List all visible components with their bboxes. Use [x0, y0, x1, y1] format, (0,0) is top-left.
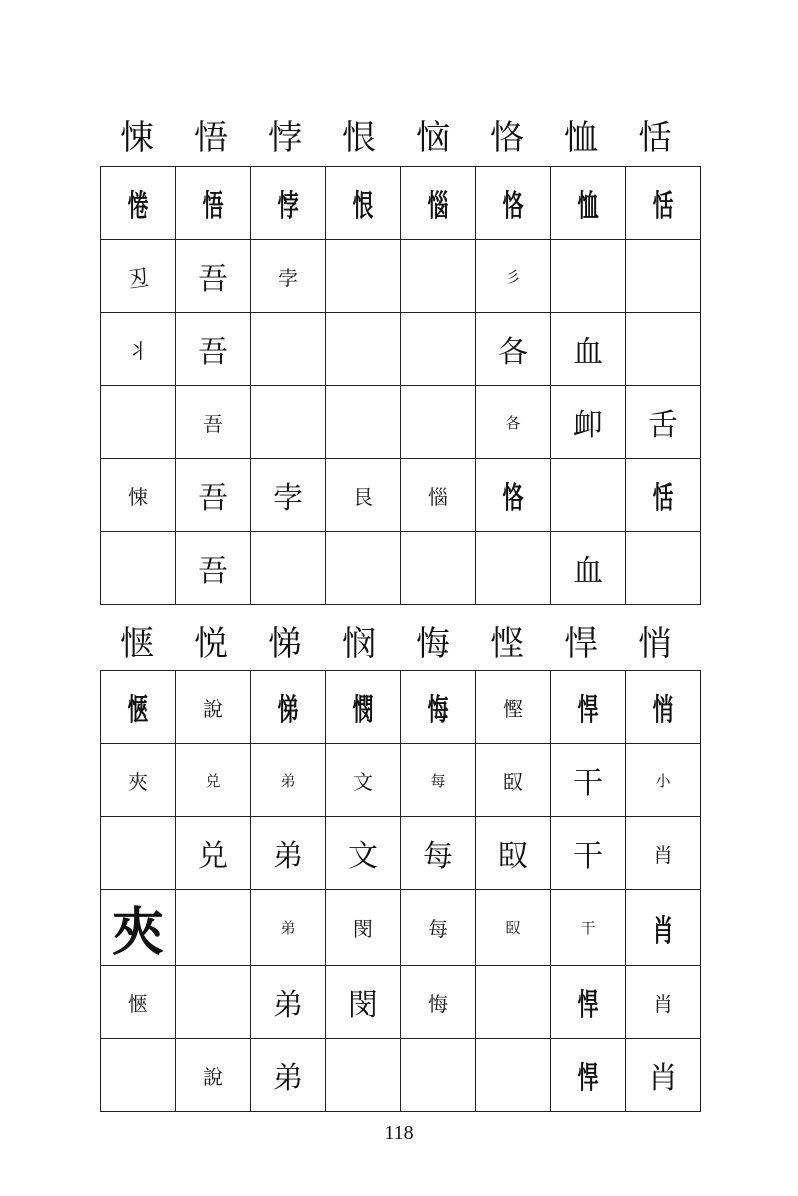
ancient-glyph: 悟	[202, 189, 224, 224]
column-header: 恪	[490, 118, 524, 158]
ancient-glyph: 肖	[652, 913, 674, 949]
ancient-glyph: 舌	[648, 408, 678, 443]
glyph-cell	[176, 240, 251, 313]
glyph-cell	[401, 744, 476, 817]
ancient-glyph: 憫	[352, 693, 374, 728]
column-header: 悭	[490, 624, 524, 664]
column-header: 悦	[194, 624, 228, 664]
glyph-cell	[251, 386, 326, 459]
glyph-cell	[101, 240, 176, 313]
ancient-glyph: 吾	[198, 335, 228, 370]
glyph-cell	[176, 532, 251, 605]
ancient-glyph: 彡	[505, 267, 521, 286]
glyph-cell	[476, 1039, 551, 1112]
glyph-cell	[326, 240, 401, 313]
ancient-glyph: 丒	[126, 262, 151, 293]
glyph-cell	[476, 744, 551, 817]
glyph-cell	[476, 240, 551, 313]
column-headers-top	[100, 118, 692, 158]
glyph-cell	[401, 167, 476, 240]
ancient-glyph: 吾	[198, 554, 228, 589]
ancient-glyph: 丬	[128, 338, 148, 363]
table-row	[101, 671, 701, 744]
glyph-cell	[326, 459, 401, 532]
glyph-cell	[401, 671, 476, 744]
ancient-glyph: 恬	[652, 189, 674, 224]
glyph-cell	[101, 167, 176, 240]
glyph-cell	[626, 386, 701, 459]
glyph-cell	[176, 1039, 251, 1112]
glyph-cell	[551, 532, 626, 605]
glyph-cell	[326, 532, 401, 605]
glyph-cell	[401, 532, 476, 605]
glyph-cell	[551, 1039, 626, 1112]
glyph-cell	[401, 1039, 476, 1112]
ancient-glyph: 悔	[427, 693, 449, 728]
ancient-glyph: 悍	[577, 693, 599, 728]
glyph-cell	[101, 532, 176, 605]
ancient-glyph: 文	[348, 839, 378, 874]
glyph-cell	[551, 671, 626, 744]
glyph-cell	[626, 167, 701, 240]
ancient-glyph: 孛	[273, 481, 303, 516]
table-row	[101, 240, 701, 313]
glyph-cell	[326, 167, 401, 240]
glyph-cell	[626, 744, 701, 817]
ancient-glyph: 悄	[652, 693, 674, 728]
glyph-cell	[401, 890, 476, 966]
ancient-glyph: 吾	[198, 262, 228, 297]
ancient-glyph: 惱	[427, 189, 449, 224]
glyph-cell	[176, 966, 251, 1039]
column-header: 恬	[638, 118, 672, 158]
table-row	[101, 532, 701, 605]
ancient-glyph: 恪	[502, 189, 524, 224]
glyph-cell	[476, 532, 551, 605]
glyph-cell	[626, 532, 701, 605]
ancient-glyph: 說	[203, 696, 223, 721]
glyph-cell	[401, 966, 476, 1039]
ancient-glyph: 肖	[653, 991, 673, 1016]
glyph-cell	[101, 966, 176, 1039]
glyph-cell	[176, 890, 251, 966]
glyph-cell	[251, 671, 326, 744]
ancient-glyph: 卹	[573, 408, 603, 443]
ancient-glyph: 弟	[273, 839, 303, 874]
table-row	[101, 817, 701, 890]
glyph-cell	[101, 1039, 176, 1112]
glyph-cell	[551, 459, 626, 532]
ancient-glyph: 夾	[111, 902, 164, 963]
glyph-cell	[551, 240, 626, 313]
ancient-glyph: 恪	[502, 481, 524, 516]
glyph-cell	[476, 313, 551, 386]
ancient-glyph: 兑	[205, 771, 221, 790]
glyph-cell	[251, 459, 326, 532]
glyph-cell	[401, 817, 476, 890]
ancient-glyph: 臤	[505, 919, 521, 937]
ancient-glyph: 臤	[498, 839, 528, 874]
glyph-cell	[626, 817, 701, 890]
table-row	[101, 966, 701, 1039]
glyph-cell	[626, 313, 701, 386]
glyph-cell	[626, 459, 701, 532]
column-header: 悍	[564, 624, 598, 664]
glyph-cell	[551, 167, 626, 240]
ancient-glyph: 孛	[278, 265, 298, 290]
ancient-glyph: 干	[573, 766, 603, 801]
ancient-glyph: 悌	[277, 693, 299, 728]
ancient-glyph: 吾	[198, 481, 228, 516]
glyph-cell	[401, 459, 476, 532]
glyph-cell	[551, 744, 626, 817]
ancient-glyph: 各	[498, 335, 528, 370]
column-headers-bottom	[100, 624, 692, 664]
glyph-cell	[476, 459, 551, 532]
glyph-cell	[551, 817, 626, 890]
ancient-glyph: 兑	[198, 839, 228, 874]
glyph-cell	[326, 1039, 401, 1112]
ancient-glyph: 弟	[280, 771, 296, 790]
glyph-cell	[626, 240, 701, 313]
ancient-glyph: 每	[423, 839, 453, 874]
glyph-cell	[401, 313, 476, 386]
column-header: 恨	[342, 118, 376, 158]
glyph-table-bottom	[100, 670, 701, 1112]
glyph-cell	[251, 966, 326, 1039]
column-header: 悔	[416, 624, 450, 664]
ancient-glyph: 慳	[503, 696, 523, 721]
glyph-cell	[101, 671, 176, 744]
ancient-glyph: 小	[655, 771, 671, 790]
ancient-glyph: 悚	[128, 484, 148, 509]
glyph-cell	[626, 966, 701, 1039]
glyph-cell	[251, 532, 326, 605]
glyph-cell	[101, 459, 176, 532]
column-header: 恤	[564, 118, 598, 158]
glyph-cell	[251, 744, 326, 817]
ancient-glyph: 說	[203, 1064, 223, 1089]
glyph-cell	[101, 890, 176, 966]
column-header: 悌	[268, 624, 302, 664]
glyph-cell	[176, 167, 251, 240]
glyph-cell	[251, 240, 326, 313]
column-header: 悟	[194, 118, 228, 158]
ancient-glyph: 每	[430, 771, 446, 790]
glyph-cell	[476, 966, 551, 1039]
column-header: 悯	[342, 624, 376, 664]
ancient-glyph: 夾	[128, 769, 148, 794]
ancient-glyph: 弟	[273, 988, 303, 1023]
ancient-glyph: 干	[580, 919, 596, 937]
ancient-glyph: 閔	[348, 988, 378, 1023]
table-row	[101, 386, 701, 459]
ancient-glyph: 文	[353, 769, 373, 794]
glyph-cell	[176, 459, 251, 532]
table-row	[101, 744, 701, 817]
ancient-glyph: 弟	[280, 919, 296, 937]
glyph-cell	[326, 744, 401, 817]
ancient-glyph: 肖	[648, 1061, 678, 1096]
glyph-cell	[251, 167, 326, 240]
glyph-cell	[326, 817, 401, 890]
glyph-cell	[326, 966, 401, 1039]
glyph-cell	[101, 386, 176, 459]
table-row	[101, 459, 701, 532]
ancient-glyph: 悍	[577, 988, 599, 1023]
glyph-cell	[101, 313, 176, 386]
glyph-cell	[476, 671, 551, 744]
column-header: 悚	[120, 118, 154, 158]
ancient-glyph: 悔	[428, 991, 448, 1016]
glyph-cell	[176, 817, 251, 890]
column-header: 悄	[638, 624, 672, 664]
ancient-glyph: 恬	[652, 481, 674, 516]
glyph-cell	[176, 386, 251, 459]
ancient-glyph: 恤	[577, 189, 599, 224]
ancient-glyph: 吾	[203, 411, 223, 436]
ancient-glyph: 血	[573, 554, 603, 589]
glyph-cell	[476, 386, 551, 459]
glyph-cell	[326, 386, 401, 459]
table-row	[101, 167, 701, 240]
glyph-cell	[551, 386, 626, 459]
ancient-glyph: 惱	[428, 484, 448, 509]
ancient-glyph: 悖	[277, 189, 299, 224]
glyph-cell	[101, 817, 176, 890]
table-row	[101, 890, 701, 966]
table-row	[101, 313, 701, 386]
glyph-cell	[401, 240, 476, 313]
glyph-cell	[401, 386, 476, 459]
glyph-cell	[176, 671, 251, 744]
glyph-cell	[176, 313, 251, 386]
ancient-glyph: 悍	[577, 1061, 599, 1096]
glyph-cell	[251, 1039, 326, 1112]
glyph-cell	[476, 890, 551, 966]
ancient-glyph: 臤	[503, 769, 523, 794]
page-number: 118	[384, 1122, 414, 1144]
glyph-cell	[551, 966, 626, 1039]
glyph-cell	[176, 744, 251, 817]
table-row	[101, 1039, 701, 1112]
ancient-glyph: 惓	[127, 189, 149, 224]
column-header: 悖	[268, 118, 302, 158]
glyph-cell	[476, 167, 551, 240]
ancient-glyph: 各	[505, 413, 521, 432]
column-header: 惬	[120, 624, 154, 664]
glyph-cell	[551, 313, 626, 386]
ancient-glyph: 恨	[352, 189, 374, 224]
glyph-cell	[326, 671, 401, 744]
ancient-glyph: 每	[428, 917, 448, 941]
glyph-table-top	[100, 166, 701, 605]
glyph-cell	[251, 313, 326, 386]
glyph-cell	[626, 890, 701, 966]
glyph-cell	[626, 671, 701, 744]
ancient-glyph: 愜	[127, 693, 149, 728]
ancient-glyph: 艮	[353, 484, 373, 509]
ancient-glyph: 弟	[273, 1061, 303, 1096]
ancient-glyph: 閔	[353, 917, 373, 941]
ancient-glyph: 愜	[128, 991, 148, 1016]
ancient-glyph: 肖	[653, 842, 673, 867]
glyph-cell	[326, 890, 401, 966]
column-header: 恼	[416, 118, 450, 158]
glyph-cell	[326, 313, 401, 386]
glyph-cell	[251, 890, 326, 966]
glyph-cell	[551, 890, 626, 966]
ancient-glyph: 血	[573, 335, 603, 370]
glyph-cell	[626, 1039, 701, 1112]
glyph-cell	[101, 744, 176, 817]
ancient-glyph: 干	[573, 839, 603, 874]
glyph-cell	[251, 817, 326, 890]
glyph-cell	[476, 817, 551, 890]
